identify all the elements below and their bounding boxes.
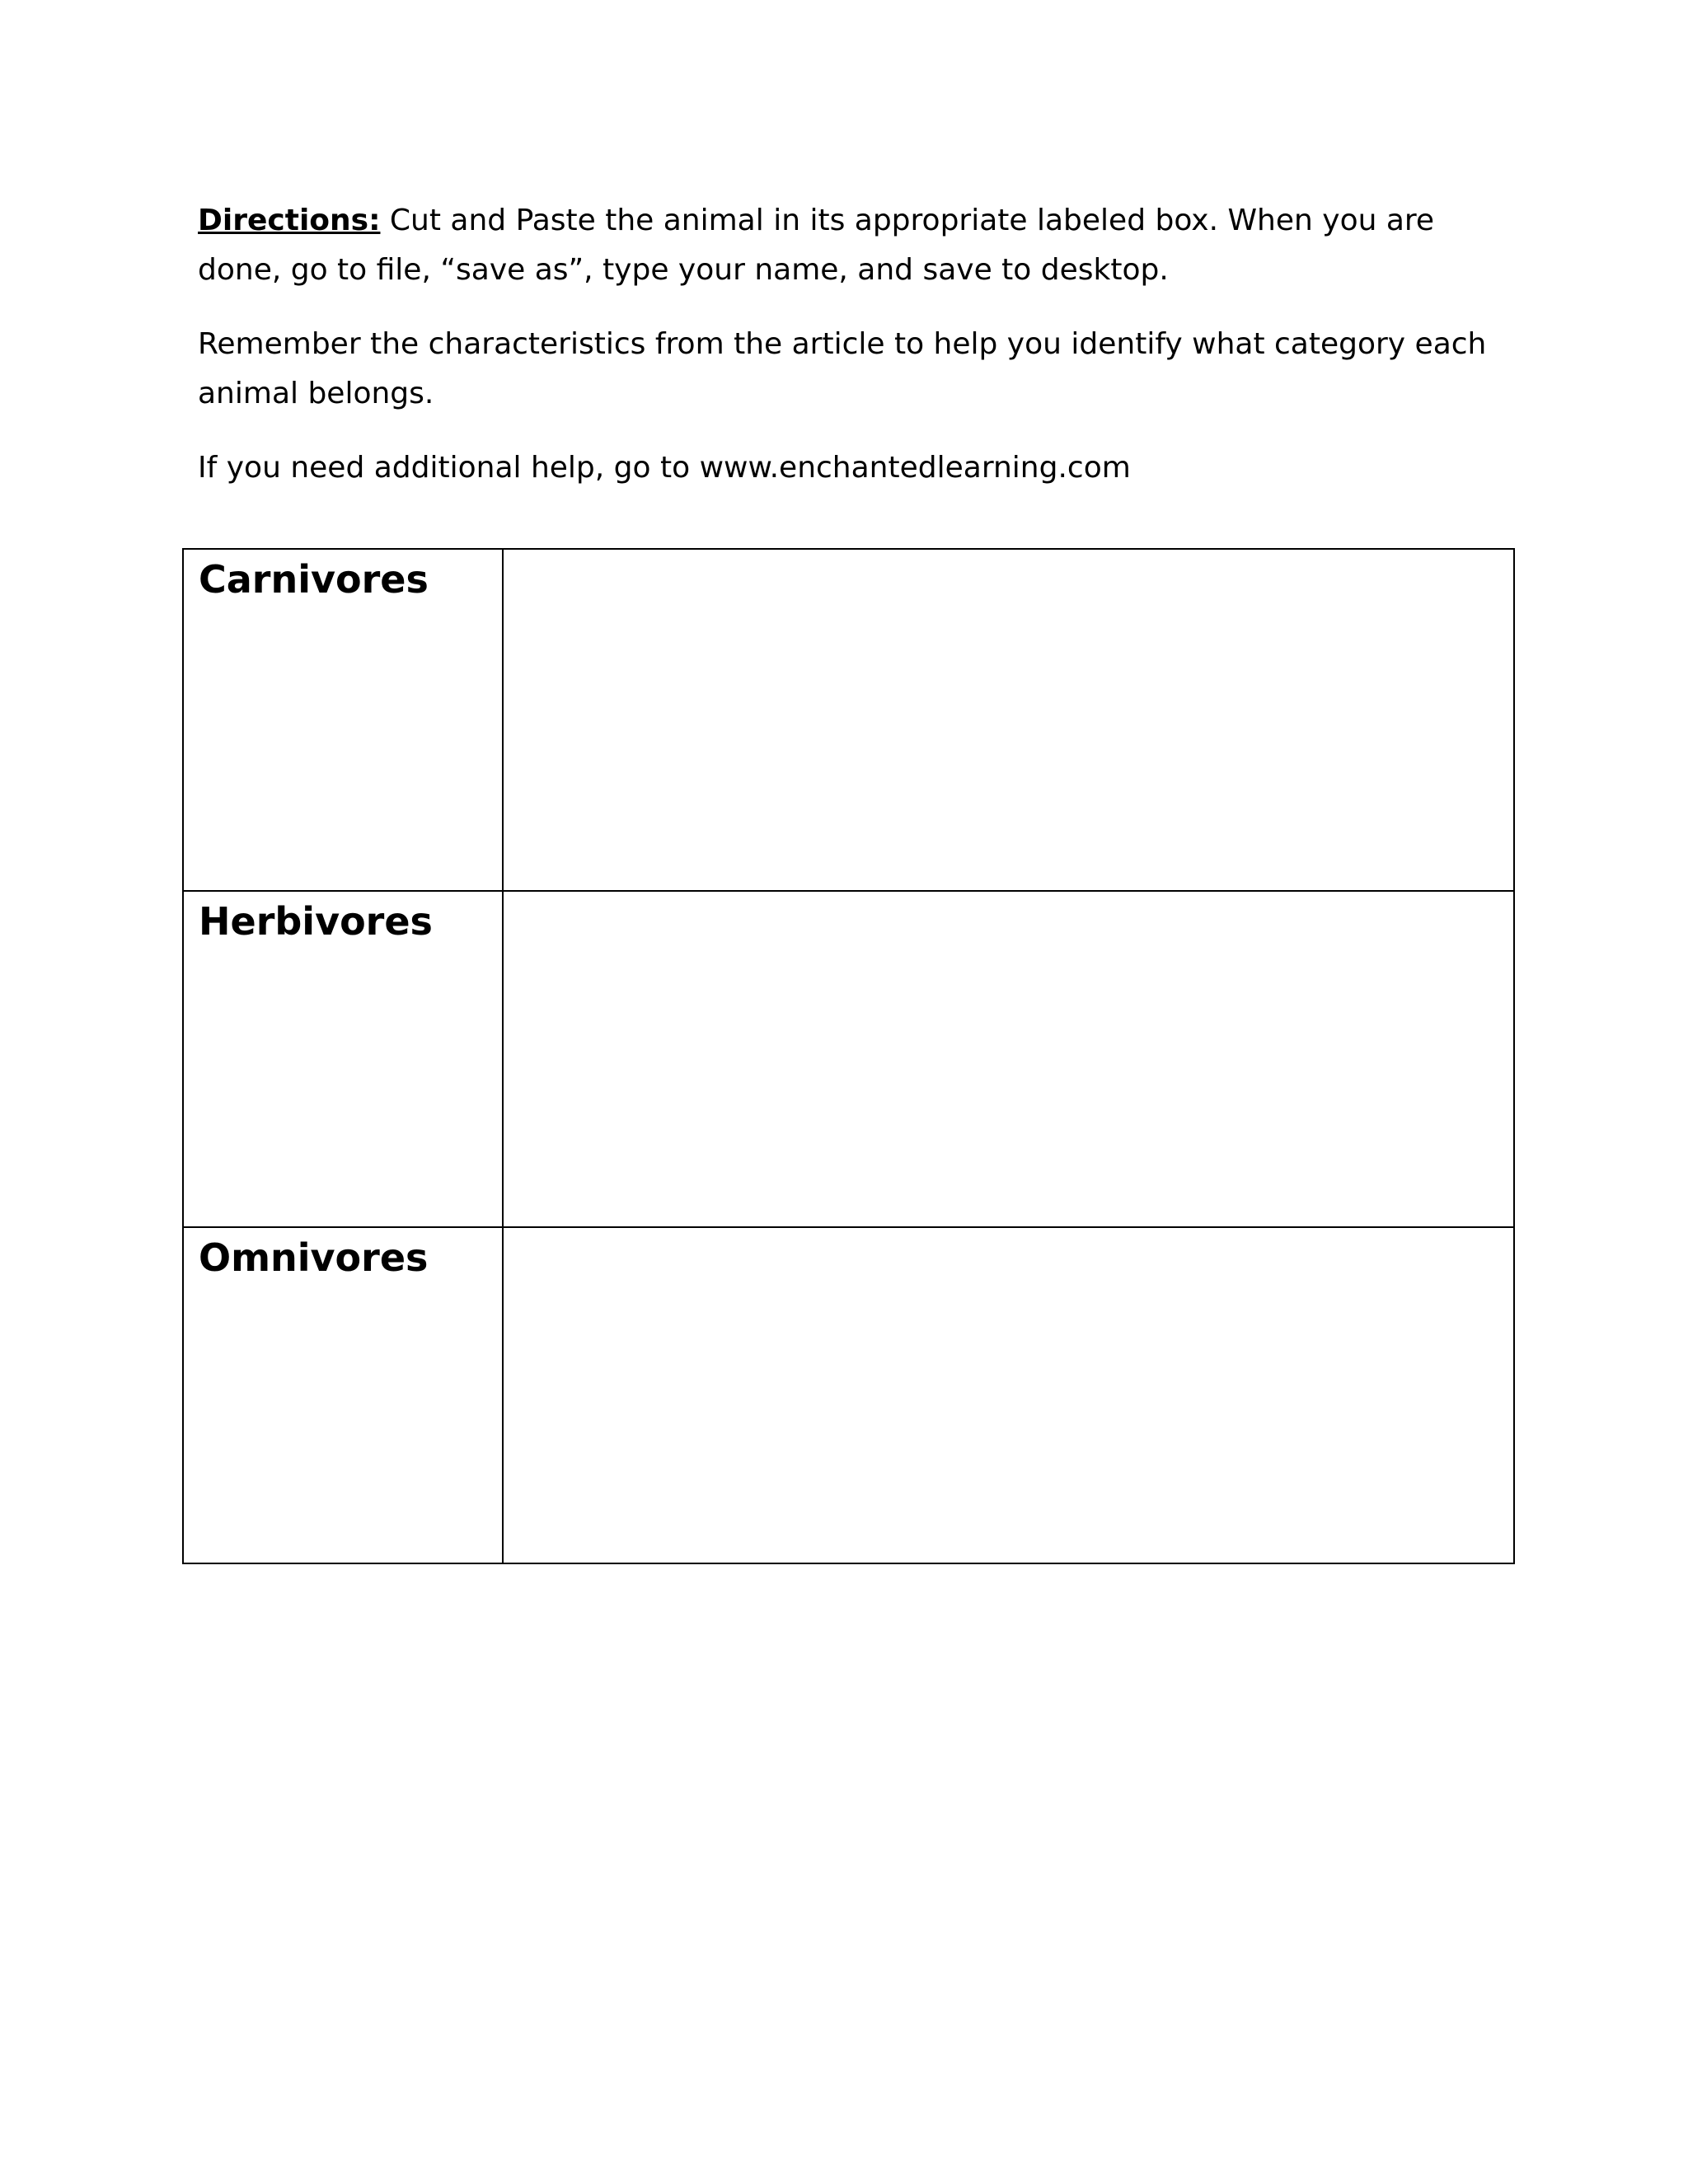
category-label-herbivores: Herbivores [199, 899, 433, 944]
category-cell-herbivores [183, 891, 503, 1227]
instructions-block [198, 196, 1492, 518]
category-label-omnivores: Omnivores [199, 1235, 429, 1280]
drop-box-carnivores[interactable] [503, 549, 1514, 891]
animal-sorting-table [182, 548, 1515, 1564]
table-row-herbivores [183, 891, 1514, 1227]
drop-box-herbivores[interactable] [503, 891, 1514, 1227]
paste-area-carnivores[interactable] [504, 550, 1513, 890]
category-cell-omnivores [183, 1227, 503, 1563]
directions-text: Cut and Paste the animal in its appropriate labeled box. When you are done, go to file, “save as”, type your name, and save to desktop. [198, 204, 1435, 287]
table-row-carnivores [183, 549, 1514, 891]
directions-label: Directions: [198, 204, 381, 237]
paste-area-omnivores[interactable] [504, 1228, 1513, 1563]
category-label-carnivores: Carnivores [199, 557, 429, 602]
directions-paragraph [198, 196, 1492, 295]
help-paragraph: If you need additional help, go to www.enchantedlearning.com [198, 451, 1131, 485]
drop-box-omnivores[interactable] [503, 1227, 1514, 1563]
category-cell-carnivores [183, 549, 503, 891]
paste-area-herbivores[interactable] [504, 892, 1513, 1226]
reminder-paragraph: Remember the characteristics from the article to help you identify what category each animal belongs. [198, 327, 1487, 410]
table-row-omnivores [183, 1227, 1514, 1563]
